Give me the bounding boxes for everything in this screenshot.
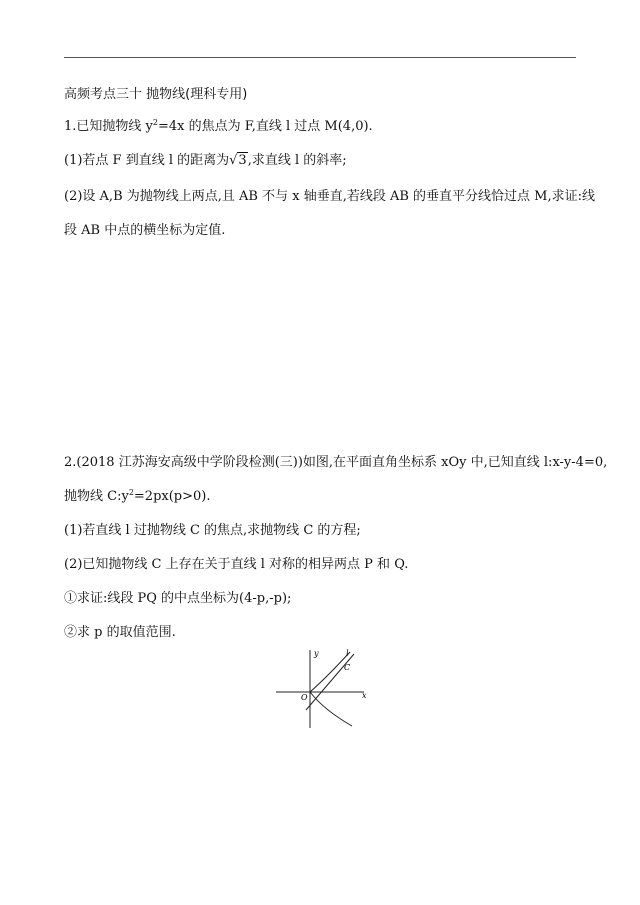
label-c: C (344, 663, 351, 672)
problem2-stem-line2-a: 抛物线 C:y (64, 489, 129, 504)
problem1-part1 (64, 152, 347, 170)
header-rule (64, 57, 576, 58)
problem1-part2-line2: 段 AB 中点的横坐标为定值. (64, 223, 226, 238)
problem1-part1-a: (1)若点 F 到直线 l 的距离为 (64, 153, 230, 168)
sqrt-3 (229, 152, 248, 170)
problem1-part1-b: ,求直线 l 的斜率; (247, 153, 347, 168)
label-y: y (314, 649, 319, 658)
problem2-sub1: ①求证:线段 PQ 的中点坐标为(4-p,-p); (64, 591, 292, 606)
problem1-stem-a: 1.已知抛物线 y (64, 119, 153, 134)
sqrt-sign: √ (229, 153, 238, 168)
problem2-part1: (1)若直线 l 过抛物线 C 的焦点,求抛物线 C 的方程; (64, 523, 361, 538)
problem2-part2: (2)已知抛物线 C 上存在关于直线 l 对称的相异两点 P 和 Q. (64, 557, 409, 572)
problem2-stem-line1: 2.(2018 江苏海安高级中学阶段检测(三))如图,在平面直角坐标系 xOy 中,已知直线 l:x-y-4=0, (64, 455, 608, 470)
problem1-part2-line1: (2)设 A,B 为抛物线上两点,且 AB 不与 x 轴垂直,若线段 AB 的垂直平分线恰过点 M,求证:线 (64, 189, 595, 204)
problem1-stem (64, 118, 373, 136)
problem1-stem-b: =4x 的焦点为 F,直线 l 过点 M(4,0). (157, 119, 373, 134)
problem2-stem-line2 (64, 488, 210, 506)
label-x: x (362, 691, 367, 700)
section-title: 高频考点三十 抛物线(理科专用) (64, 87, 248, 102)
problem2-stem-line2-b: =2px(p>0). (133, 489, 211, 504)
label-origin: O (301, 693, 308, 702)
parabola-figure (274, 648, 374, 730)
problem1-stem-sup: 2 (152, 118, 158, 127)
problem2-sub2: ②求 p 的取值范围. (64, 625, 176, 640)
problem2-stem-line2-sup: 2 (128, 488, 134, 497)
sqrt-radicand: 3 (238, 153, 247, 168)
label-l: l (346, 649, 349, 658)
